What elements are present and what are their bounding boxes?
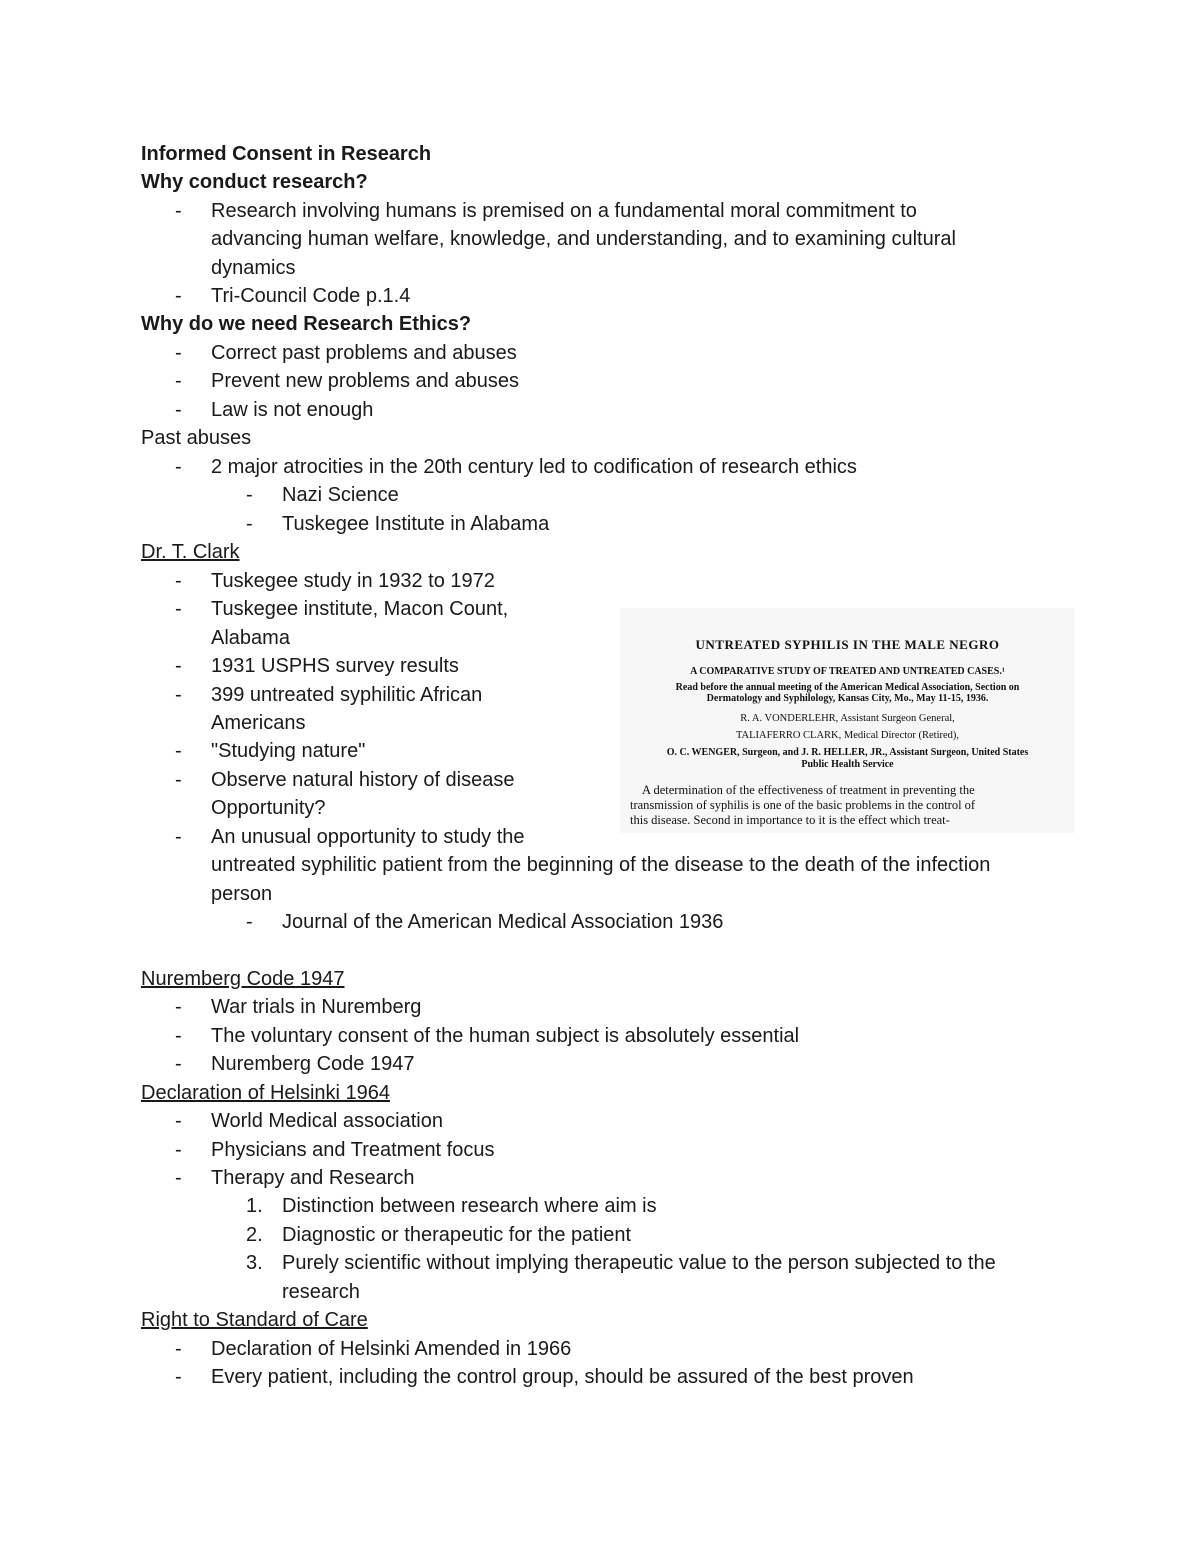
list-item-continuation: Alabama [211,627,290,649]
list-item-continuation: person [211,883,273,905]
section-heading-nuremberg: Nuremberg Code 1947 [141,968,345,990]
list-item: Tri-Council Code p.1.4 [211,285,411,307]
list-item: War trials in Nuremberg [211,996,422,1018]
section-heading-past-abuses: Past abuses [141,427,252,449]
document-title: Informed Consent in Research [141,143,432,165]
list-number: 2. [246,1224,263,1246]
list-item: Declaration of Helsinki Amended in 1966 [211,1338,572,1360]
section-heading-clark: Dr. T. Clark [141,541,240,563]
bullet-dash: - [175,1025,182,1047]
list-item: Tuskegee institute, Macon Count, [211,598,509,620]
bullet-dash: - [175,740,182,762]
list-item: "Studying nature" [211,740,366,762]
list-item: 1931 USPHS survey results [211,655,459,677]
clipping-read-note: Read before the annual meeting of the American Medical Association, Section on [675,682,1020,693]
numbered-item: Diagnostic or therapeutic for the patient [282,1224,632,1246]
section-heading-why-ethics: Why do we need Research Ethics? [141,313,472,335]
clipping-title: UNTREATED SYPHILIS IN THE MALE NEGRO [695,637,1000,652]
numbered-item: Purely scientific without implying therapeutic value to the person subjected to the [282,1252,996,1274]
bullet-dash: - [175,570,182,592]
sub-list-item: Nazi Science [282,484,399,506]
bullet-dash: - [175,996,182,1018]
bullet-dash: - [175,655,182,677]
list-item: Physicians and Treatment focus [211,1139,495,1161]
bullet-dash: - [175,1167,182,1189]
bullet-dash: - [175,456,182,478]
bullet-dash: - [175,598,182,620]
clipping-author: TALIAFERRO CLARK, Medical Director (Retired), [735,730,960,741]
bullet-dash: - [175,285,182,307]
list-item: World Medical association [211,1110,443,1132]
bullet-dash: - [175,1110,182,1132]
list-item: Prevent new problems and abuses [211,370,519,392]
list-item: Every patient, including the control group, should be assured of the best proven [211,1366,914,1388]
list-item: Law is not enough [211,399,374,421]
journal-clipping-image [620,608,1075,833]
numbered-item-continuation: research [282,1281,360,1303]
list-item: 2 major atrocities in the 20th century led to codification of research ethics [211,456,857,478]
clipping-body: A determination of the effectiveness of treatment in preventing the [642,783,975,797]
section-heading-standard-care: Right to Standard of Care [141,1309,368,1331]
clipping-author: O. C. WENGER, Surgeon, and J. R. HELLER, JR., Assistant Surgeon, United States [666,747,1029,758]
sub-list-item: Tuskegee Institute in Alabama [282,513,550,535]
bullet-dash: - [175,684,182,706]
list-item: Correct past problems and abuses [211,342,517,364]
bullet-dash: - [175,200,182,222]
list-item: An unusual opportunity to study the [211,826,525,848]
bullet-dash: - [175,1338,182,1360]
bullet-dash: - [246,484,253,506]
numbered-item: Distinction between research where aim is [282,1195,657,1217]
list-number: 1. [246,1195,263,1217]
bullet-dash: - [175,1366,182,1388]
list-item: Tuskegee study in 1932 to 1972 [211,570,495,592]
bullet-dash: - [246,911,253,933]
list-item-continuation: Opportunity? [211,797,326,819]
bullet-dash: - [175,769,182,791]
bullet-dash: - [175,342,182,364]
clipping-read-note: Dermatology and Syphilology, Kansas City, Mo., May 11-15, 1936. [706,693,989,704]
list-number: 3. [246,1252,263,1274]
sub-list-item: Journal of the American Medical Association 1936 [282,911,724,933]
bullet-dash: - [175,370,182,392]
bullet-dash: - [175,399,182,421]
list-item-continuation: Americans [211,712,306,734]
list-item: The voluntary consent of the human subject is absolutely essential [211,1025,800,1047]
list-item-continuation: untreated syphilitic patient from the beginning of the disease to the death of the infection [211,854,991,876]
clipping-body: this disease. Second in importance to it is the effect which treat- [630,813,950,827]
bullet-dash: - [175,1053,182,1075]
clipping-subtitle: A COMPARATIVE STUDY OF TREATED AND UNTREATED CASES.¹ [690,666,1005,677]
section-heading-why-research: Why conduct research? [141,171,368,193]
list-item: Observe natural history of disease [211,769,515,791]
list-item: Nuremberg Code 1947 [211,1053,415,1075]
list-item: Research involving humans is premised on a fundamental moral commitment to [211,200,917,222]
clipping-body: transmission of syphilis is one of the basic problems in the control of [630,798,976,812]
list-item-continuation: advancing human welfare, knowledge, and understanding, and to examining cultural [211,228,956,250]
list-item-continuation: dynamics [211,257,296,279]
bullet-dash: - [246,513,253,535]
section-heading-helsinki: Declaration of Helsinki 1964 [141,1082,391,1104]
list-item: 399 untreated syphilitic African [211,684,483,706]
list-item: Therapy and Research [211,1167,415,1189]
clipping-author: Public Health Service [801,759,894,770]
clipping-author: R. A. VONDERLEHR, Assistant Surgeon General, [740,713,955,724]
bullet-dash: - [175,826,182,848]
bullet-dash: - [175,1139,182,1161]
